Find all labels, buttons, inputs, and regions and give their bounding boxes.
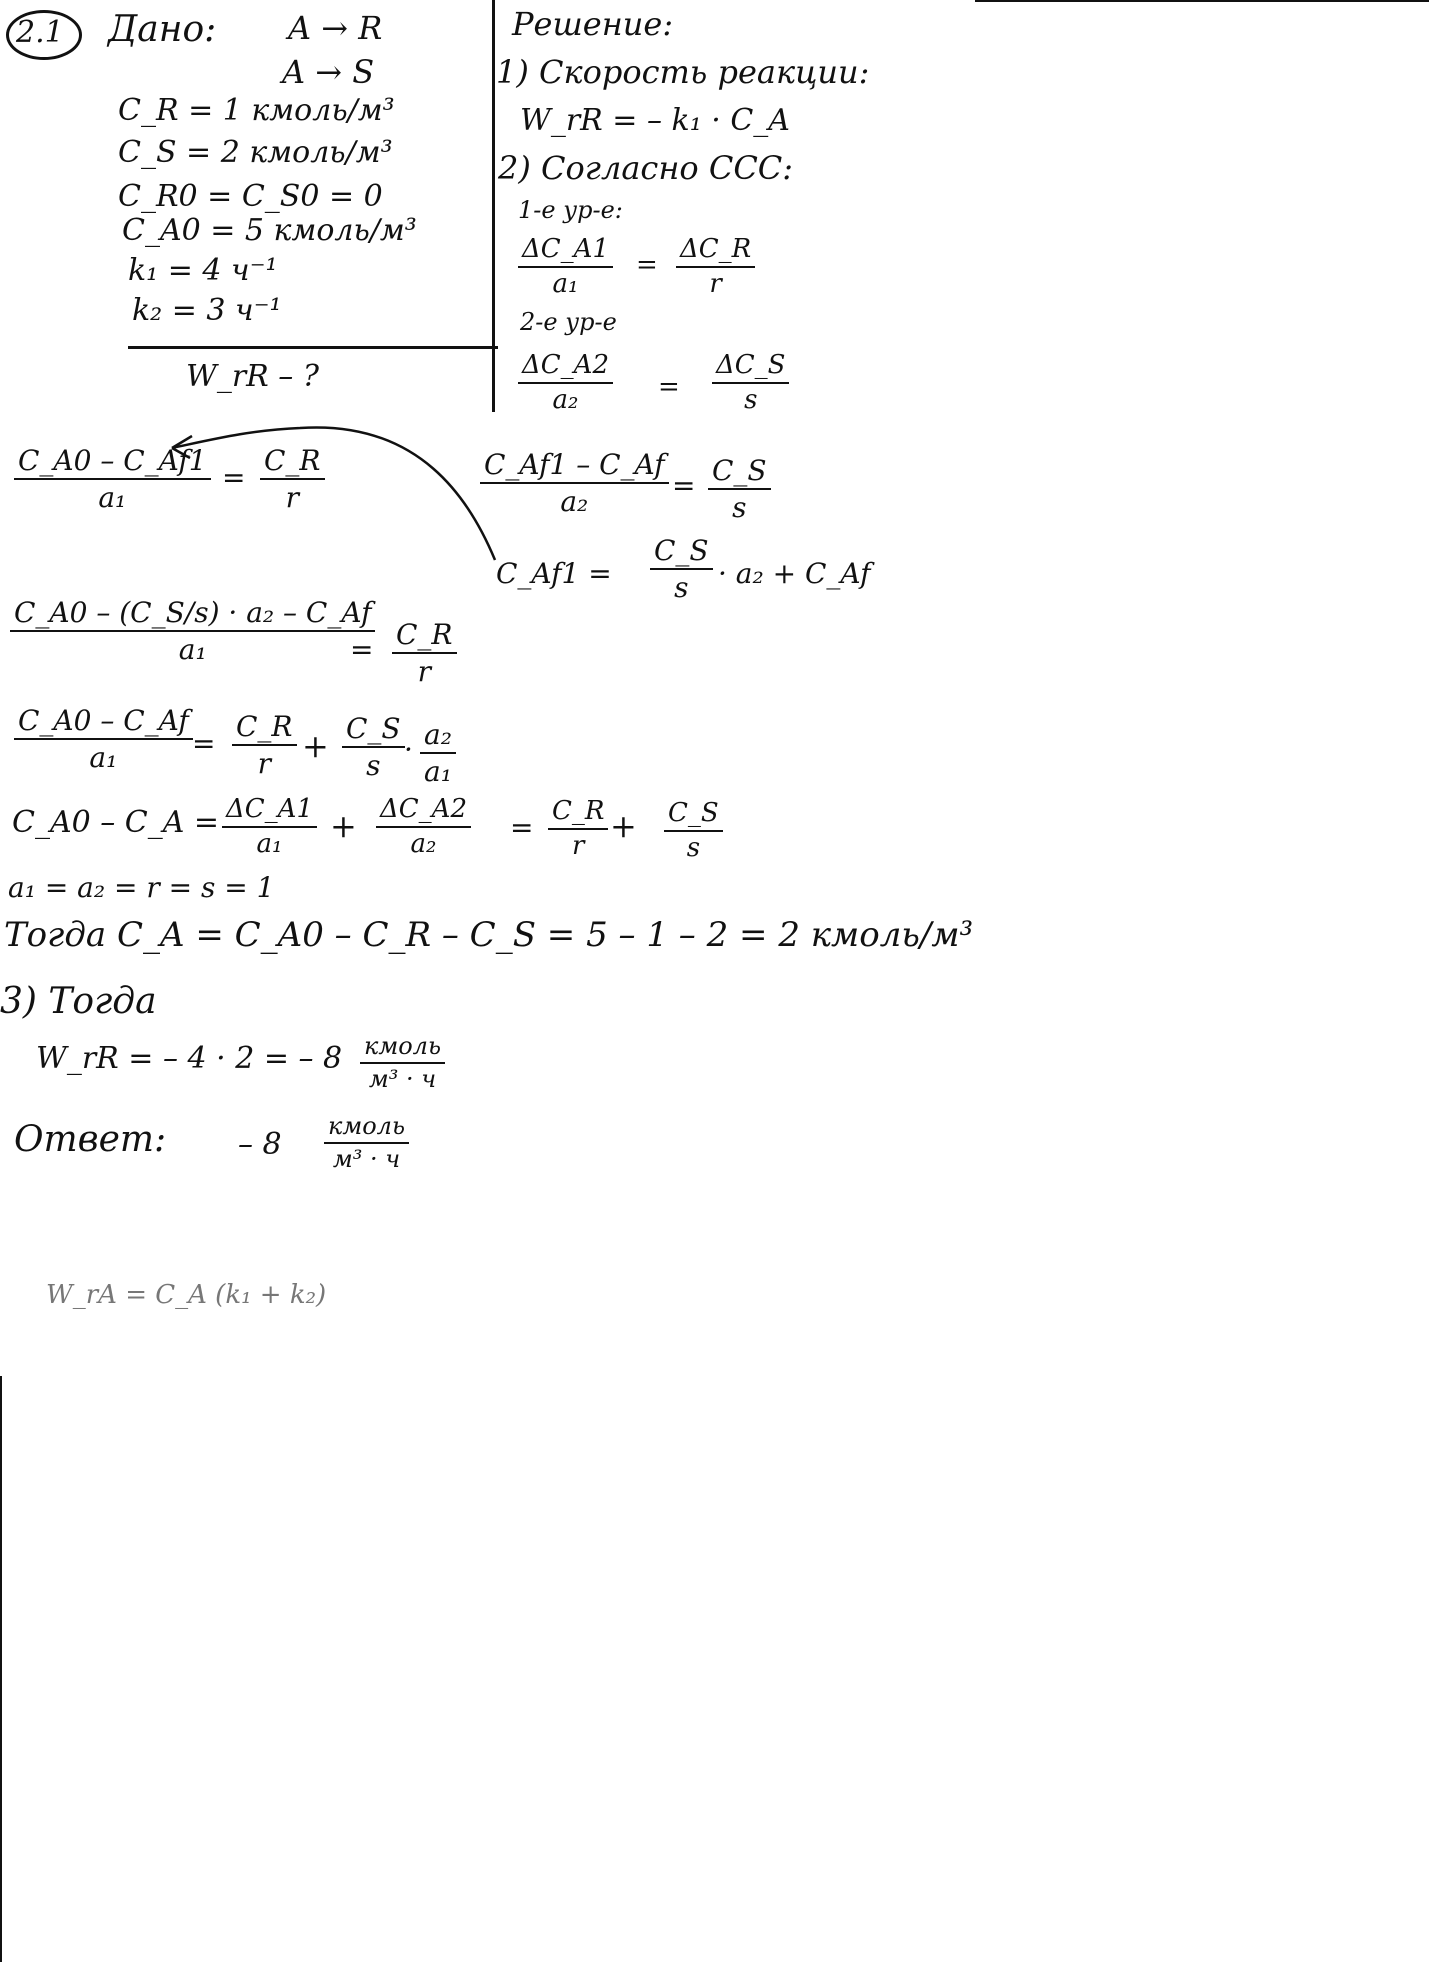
plus-sign: + (302, 727, 329, 765)
scan-edge-line (0, 1376, 2, 1962)
plus-sign: + (330, 807, 357, 845)
formula-2-rhs: C_S s (708, 456, 771, 523)
formula-4-lhs: C_A0 – (C_S/s) · a₂ – C_Af a₁ (10, 598, 375, 665)
solution-label: Решение: (512, 5, 674, 43)
reaction-1: A → R (288, 9, 383, 47)
formula-3-frac: C_S s (650, 536, 713, 603)
rate-value: W_rR = – 4 · 2 = – 8 (36, 1041, 343, 1076)
equals-sign: = (636, 250, 658, 280)
reaction-2: A → S (282, 53, 375, 91)
formula-2-lhs: C_Af1 – C_Af a₂ (480, 450, 669, 517)
column-divider (492, 0, 495, 412)
equals-sign: = (672, 469, 696, 502)
equals-sign: = (222, 461, 246, 494)
formula-5-s: C_S s (342, 714, 405, 781)
rate-equation: W_rR = – k₁ · C_A (520, 103, 790, 138)
dot-sign: · (404, 733, 413, 766)
given-line: k₂ = 3 ч⁻¹ (132, 293, 282, 328)
plus-sign: + (610, 807, 637, 845)
given-line: C_R0 = C_S0 = 0 (118, 179, 383, 214)
equals-sign: = (192, 727, 216, 760)
eq1-label: 1-е ур-е: (518, 196, 623, 224)
formula-6-lhs: C_A0 – C_A = (12, 805, 220, 840)
given-line: C_R = 1 кмоль/м³ (118, 93, 395, 128)
answer-label: Ответ: (14, 1119, 167, 1160)
formula-1-lhs: C_A0 – C_Af1 a₁ (14, 446, 211, 513)
eq2-lhs: ΔC_A2 a₂ (518, 352, 613, 415)
equals-sign: = (350, 633, 374, 666)
formula-5-r: C_R r (232, 712, 297, 779)
equals-sign: = (658, 372, 680, 402)
formula-6-t3: C_R r (548, 798, 608, 861)
formula-5-lhs: C_A0 – C_Af a₁ (14, 706, 193, 773)
formula-1-rhs: C_R r (260, 446, 325, 513)
given-line: k₁ = 4 ч⁻¹ (128, 253, 278, 288)
eq1-lhs: ΔC_A1 a₁ (518, 236, 613, 299)
rate-a-note: W_rA = C_A (k₁ + k₂) (46, 1280, 327, 1310)
coefficients: a₁ = a₂ = r = s = 1 (8, 871, 275, 904)
formula-3-lhs: C_Af1 = (496, 557, 612, 590)
eq2-label: 2-е ур-е (520, 308, 617, 336)
step-3: 3) Тогда (0, 981, 157, 1022)
problem-number: 2.1 (16, 15, 64, 50)
eq2-rhs: ΔC_S s (712, 352, 789, 415)
answer-unit: кмоль м³ · ч (324, 1114, 409, 1172)
given-label: Дано: (108, 9, 217, 50)
find-quantity: W_rR – ? (186, 359, 319, 394)
then-ca: Тогда C_A = C_A0 – C_R – C_S = 5 – 1 – 2 = 2 кмоль/м³ (4, 915, 974, 955)
formula-6-t4: C_S s (664, 800, 723, 863)
step-2: 2) Согласно CCC: (498, 149, 794, 187)
formula-4-rhs: C_R r (392, 620, 457, 687)
given-line: C_A0 = 5 кмоль/м³ (122, 213, 417, 248)
formula-5-a: a₂ a₁ (420, 720, 456, 787)
formula-3-tail: · a₂ + C_Af (718, 557, 871, 590)
given-line: C_S = 2 кмоль/м³ (118, 135, 393, 170)
eq1-rhs: ΔC_R r (676, 236, 755, 299)
formula-6-t1: ΔC_A1 a₁ (222, 796, 317, 859)
formula-6-t2: ΔC_A2 a₂ (376, 796, 471, 859)
rate-unit: кмоль м³ · ч (360, 1034, 445, 1092)
answer-value: – 8 (238, 1127, 282, 1162)
top-right-rule (975, 0, 1429, 2)
equals-sign: = (510, 811, 534, 844)
step-1: 1) Скорость реакции: (496, 53, 870, 91)
given-divider (128, 346, 498, 349)
